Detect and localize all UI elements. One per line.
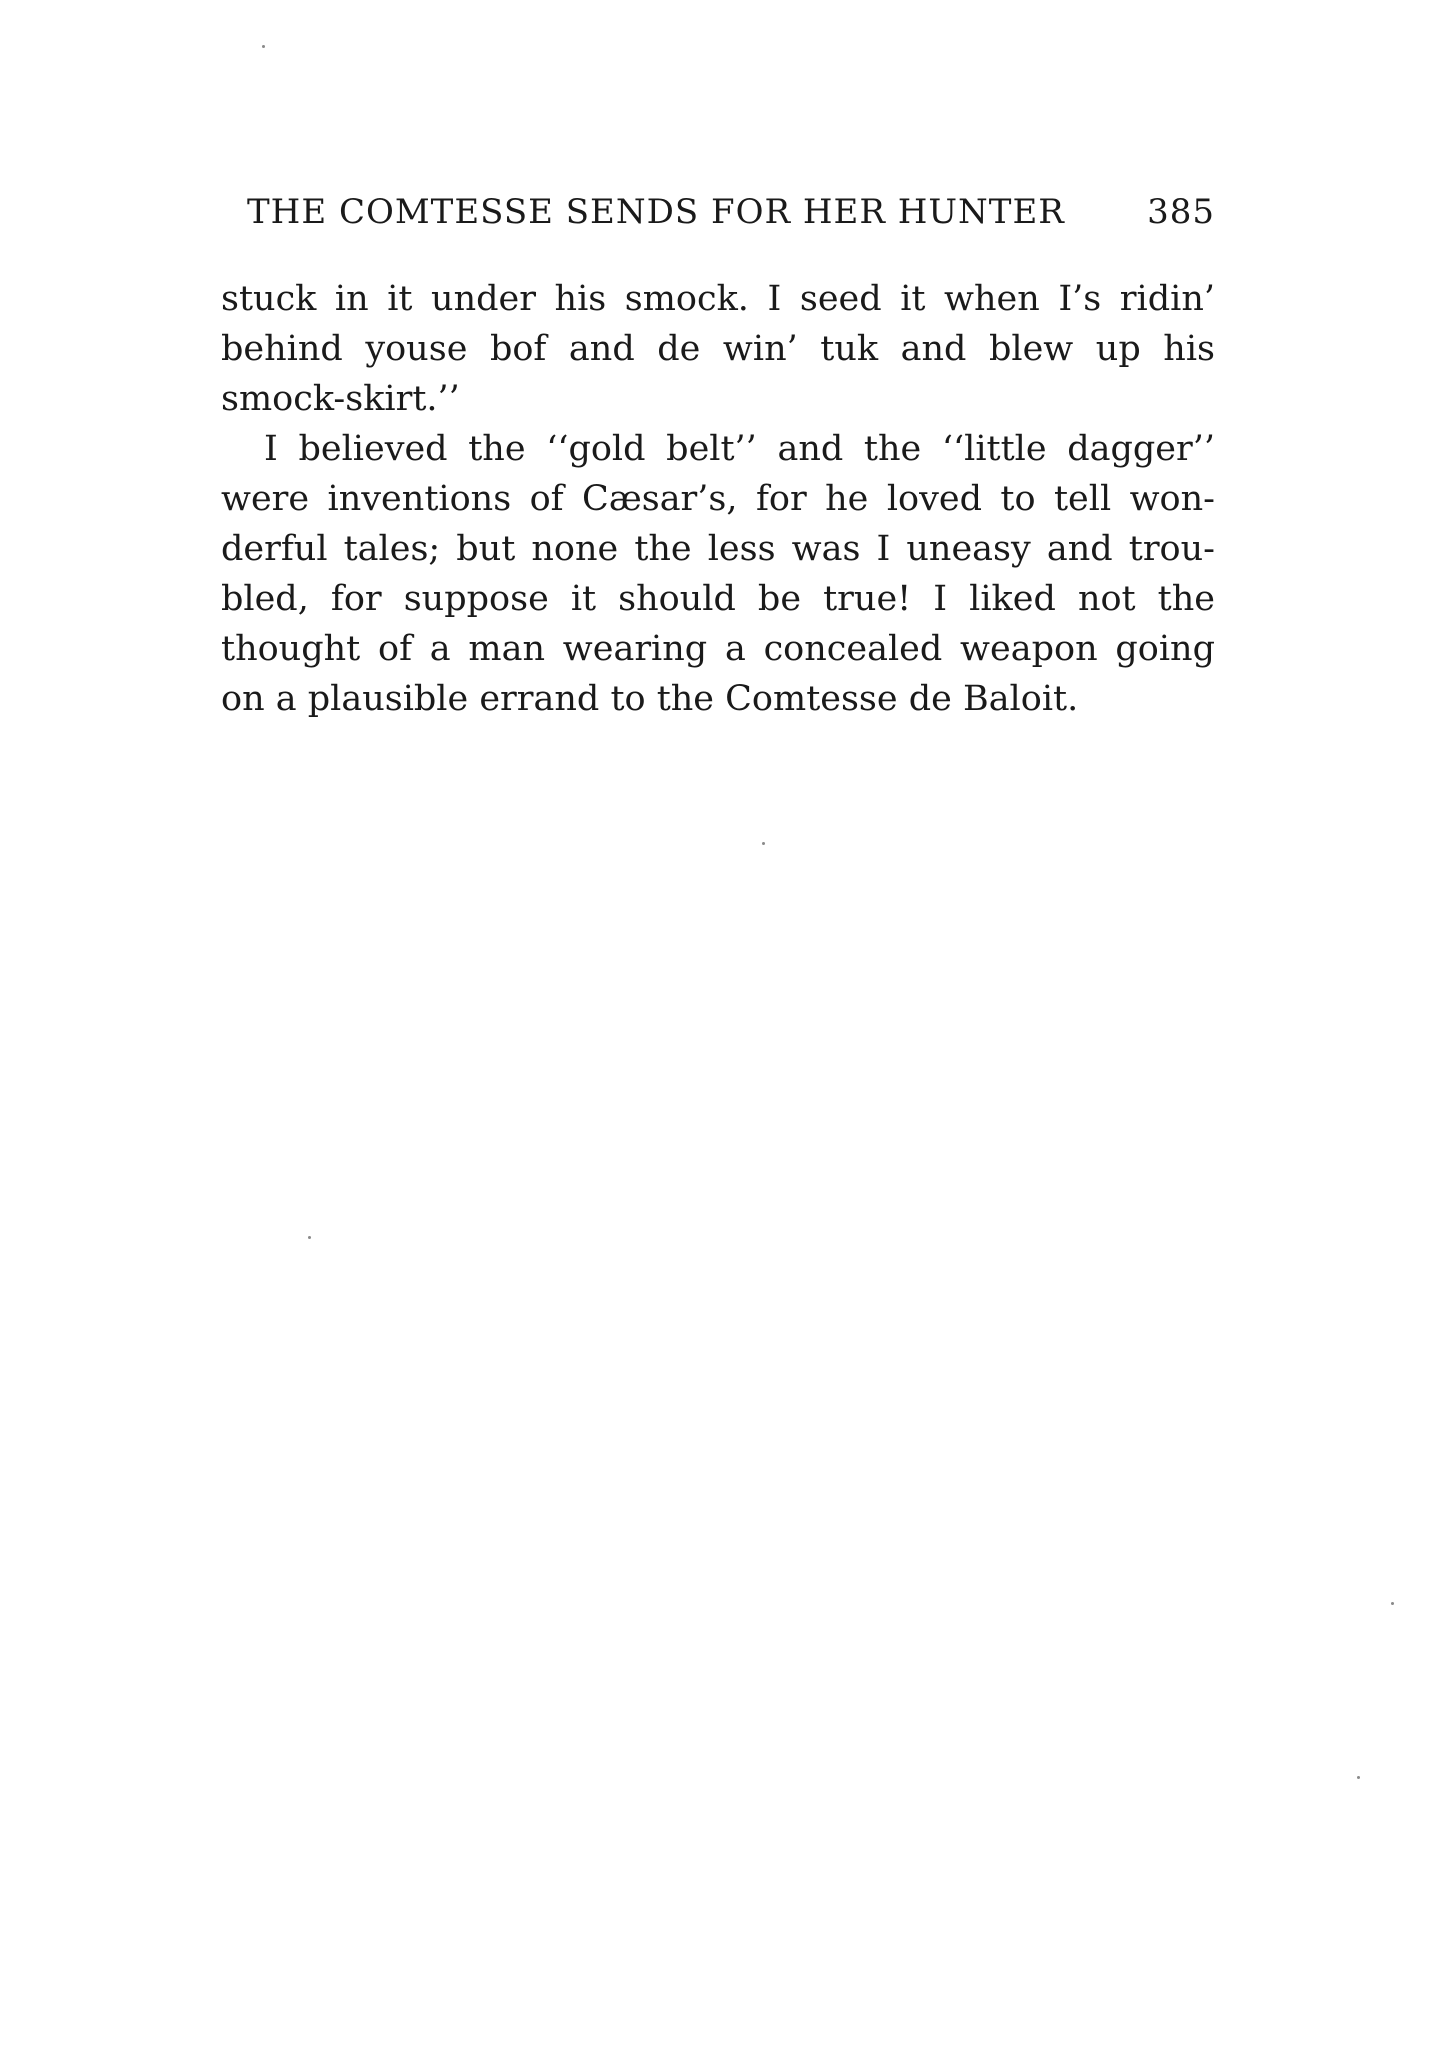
- text-line: smock-skirt.’’: [221, 379, 460, 419]
- scan-speck: [262, 45, 265, 48]
- text-line: were inventions of Cæsar’s, for he loved to tell won-: [221, 479, 1215, 519]
- running-head: [247, 192, 1215, 244]
- text-line: stuck in it under his smock. I seed it when I’s ridin’: [221, 279, 1215, 319]
- text-line: derful tales; but none the less was I uneasy and trou-: [221, 529, 1215, 569]
- page-number: 385: [1147, 192, 1215, 232]
- text-line: on a plausible errand to the Comtesse de Baloit.: [221, 679, 1079, 719]
- text-line: bled, for suppose it should be true! I liked not the: [221, 579, 1215, 619]
- scan-speck: [1391, 1602, 1394, 1605]
- running-title: THE COMTESSE SENDS FOR HER HUNTER: [247, 192, 1065, 232]
- body-text: [221, 274, 1215, 724]
- paragraph-first-line: I believed the ‘‘gold belt’’ and the ‘‘little dagger’’: [264, 429, 1215, 469]
- scan-speck: [762, 842, 765, 845]
- text-line: thought of a man wearing a concealed weapon going: [221, 629, 1215, 669]
- scan-speck: [308, 1236, 311, 1239]
- scan-speck: [1357, 1776, 1360, 1779]
- text-line: behind youse bof and de win’ tuk and blew up his: [221, 329, 1215, 369]
